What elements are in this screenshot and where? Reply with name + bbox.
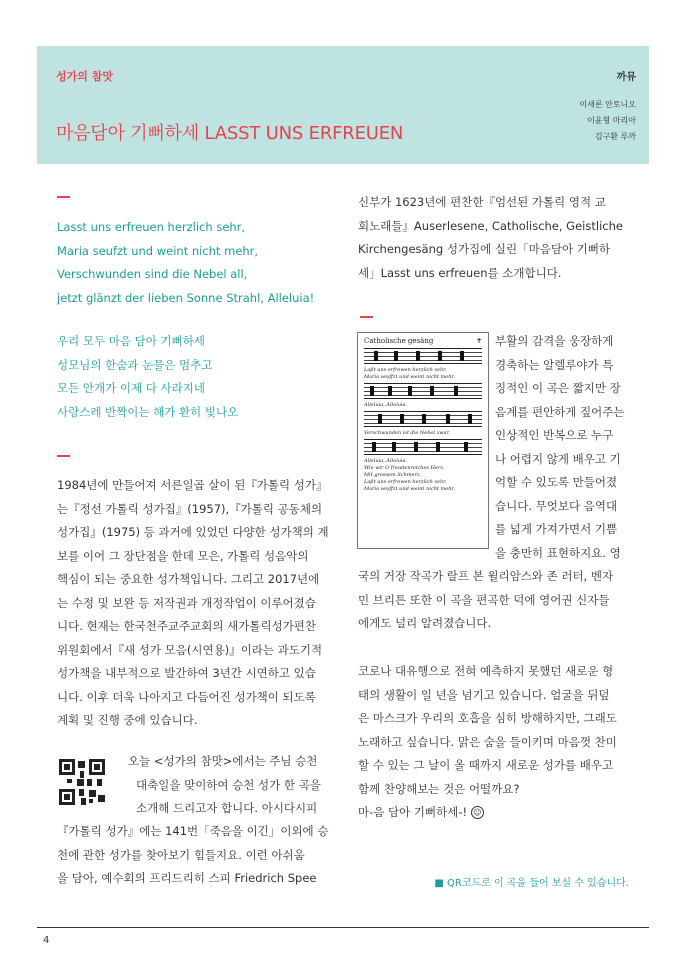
score-text: Verschwunden ist die Nebel zwar, — [364, 430, 450, 436]
lyric-line: Maria seufzt und weint nicht mehr, — [57, 243, 259, 258]
music-staff — [364, 348, 482, 364]
lyric-line: 모든 안개가 이제 다 사라지네 — [57, 381, 205, 395]
text-line: Kirchengesäng 성가집에 실린「마음담아 기뻐하 — [358, 242, 611, 256]
right-paragraph-1 — [358, 191, 630, 285]
left-paragraph-2-top — [128, 750, 328, 821]
text-line: 음계를 편안하게 짚어주는 — [495, 404, 625, 419]
lyric-line: Verschwunden sind die Nebel all, — [57, 267, 248, 281]
text-line: 부활의 감격을 웅장하게 — [495, 334, 614, 348]
text-line: 위원회에서『새 성가 모음(시연용)』이라는 과도기적 — [57, 642, 323, 657]
text-line: 보를 이어 그 장단점을 한데 모은, 가톨릭 성음악의 — [57, 548, 309, 563]
left-paragraph-1 — [57, 474, 329, 733]
credit-2: 이윤형 마리아 — [587, 116, 636, 125]
score-page-mark: ✝ — [476, 337, 482, 345]
qr-code[interactable] — [59, 759, 105, 805]
section-label: 성가의 참맛 — [56, 70, 113, 83]
text-line: 니다. 현재는 한국천주교주교회의 새가톨릭성가편찬 — [57, 619, 317, 633]
closing-line — [358, 801, 630, 825]
section-dash — [360, 316, 373, 318]
text-line: 억할 수 있도록 만들어졌 — [495, 475, 618, 489]
text-line: 할 수 있는 그 날이 올 때까지 새로운 성가를 배우고 — [358, 758, 614, 772]
text-line: 코로나 대유행으로 전혀 예측하지 못했던 새로운 형 — [358, 664, 614, 678]
text-line: 오늘 <성가의 참맛>에서는 주님 승천 — [128, 754, 318, 768]
text-line: 노래하고 싶습니다. 맑은 숨을 들이키며 마음껏 찬미 — [358, 734, 617, 749]
text-line: 대축일을 맞이하여 승천 성가 한 곡을 — [136, 777, 321, 792]
text-line: 니다. 이후 더욱 나아지고 다듬어진 성가책이 되도록 — [57, 689, 316, 704]
text-line: 에게도 널리 알려졌습니다. — [358, 616, 492, 630]
text-line: 소개해 드리고자 합니다. 아시다시피 — [136, 801, 318, 815]
lyric-line: Lasst uns erfreuen herzlich sehr, — [57, 220, 246, 234]
text-line: 세」Lasst uns erfreuen를 소개합니다. — [358, 265, 562, 280]
text-line: 성가집』(1975) 등 과거에 있었던 다양한 성가책의 계 — [57, 525, 329, 539]
score-text: Laßt uns erfrewen herzlich sehr, — [364, 479, 447, 485]
page-title: 마음담아 기뻐하세 LASST UNS ERFREUEN — [56, 123, 404, 144]
text-line: 함께 찬양해보는 것은 어떨까요? — [358, 781, 520, 796]
lyric-line: 성모님의 한숨과 눈물은 멈추고 — [57, 357, 213, 372]
right-paragraph-2-rest — [358, 565, 630, 636]
text-line: 『가톨릭 성가』에는 141번「죽음을 이긴」이외에 승 — [57, 824, 329, 838]
score-text: Laßt uns erfrewen herzlich sehr, — [364, 367, 447, 373]
text-line: 경축하는 알렐루야가 특 — [495, 357, 614, 372]
lyric-line: 사랑스레 반짝이는 해가 환히 빛나오 — [57, 404, 239, 419]
text-line: 는『정선 가톨릭 성가집』(1957),『가톨릭 공동체의 — [57, 501, 323, 516]
score-text: Mit grossem Schmerz, — [364, 472, 422, 478]
footer-divider — [37, 927, 649, 928]
music-staff — [364, 383, 482, 399]
music-staff — [364, 439, 482, 455]
lyric-line: 우리 모두 마음 담아 기뻐하세 — [57, 334, 205, 348]
text-line: 천에 관한 성가를 찾아보기 힘들지요. 이런 아쉬움 — [57, 847, 305, 862]
qr-note: ■ QR코드로 이 곡을 들어 보실 수 있습니다. — [434, 878, 629, 889]
text-line: 성가책을 내부적으로 발간하여 3년간 시연하고 있습 — [57, 666, 316, 680]
smiley-icon: ☺ — [471, 806, 484, 819]
text-line: 징적인 이 곡은 짧지만 장 — [495, 381, 621, 395]
header-banner — [37, 46, 649, 164]
text-line: 태의 생활이 일 년을 넘기고 있습니다. 얼굴을 뒤덮 — [358, 687, 610, 702]
text-line: 나 어렵지 않게 배우고 기 — [495, 451, 621, 466]
lyric-line: jetzt glänzt der lieben Sonne Strahl, Alleluia! — [57, 290, 315, 305]
closing-text: 마-음 담아 기뻐하세-! — [358, 805, 468, 819]
score-text: Maria seuffzt und weint nicht mehr, — [364, 374, 455, 380]
text-line: 은 마스크가 우리의 호흡을 심히 방해하지만, 그래도 — [358, 711, 617, 725]
korean-lyrics — [57, 330, 238, 424]
german-lyrics — [57, 216, 314, 310]
section-dash — [57, 455, 70, 457]
score-header: Catholische gesäng — [364, 337, 434, 345]
text-line: 회노래들』Auserlesene, Catholische, Geistliche — [358, 218, 623, 233]
text-line: 습니다. 무엇보다 음역대 — [495, 498, 618, 513]
score-text: Alleluia, Alleluia. — [364, 458, 408, 464]
text-line: 계획 및 진행 중에 있습니다. — [57, 713, 198, 727]
section-dash — [57, 196, 70, 198]
score-text: Maria seuffzt und weint nicht mehr, — [364, 486, 455, 492]
score-text: Alleluia, Alleluia. — [364, 402, 408, 408]
text-line: 1984년에 만들어져 서른일곱 살이 된『가톨릭 성가』 — [57, 478, 328, 492]
text-line: 핵심이 되는 중요한 성가책입니다. 그리고 2017년에 — [57, 572, 320, 586]
author-credits — [579, 97, 636, 145]
right-paragraph-3 — [358, 660, 630, 825]
text-line: 민 브리튼 또한 이 곡을 편곡한 덕에 영어권 신자들 — [358, 592, 610, 607]
text-line: 신부가 1623년에 편찬한『엄선된 가톨릭 영적 교 — [358, 195, 606, 209]
credit-1: 이새론 안토니오 — [579, 100, 636, 109]
text-line: 를 넓게 가져가면서 기쁨 — [495, 522, 618, 536]
text-line: 인상적인 반복으로 누구 — [495, 428, 614, 442]
page-number: 4 — [43, 935, 50, 946]
left-paragraph-2-rest — [57, 820, 329, 891]
series-label: 까뮤 — [616, 72, 636, 83]
right-paragraph-2-top — [495, 330, 631, 565]
text-line: 국의 거장 작곡가 랄프 본 윌리암스와 존 러터, 벤자 — [358, 569, 614, 583]
score-text: Wie wir O freudenreiches Herz, — [364, 465, 445, 471]
credit-3: 김구환 루까 — [594, 132, 636, 141]
text-line: 을 충만히 표현하지요. 영 — [495, 545, 621, 560]
text-line: 는 수정 및 보완 등 저작권과 개정작업이 이루어졌습 — [57, 595, 316, 610]
text-line: 을 담아, 예수회의 프리드리히 스피 Friedrich Spee — [57, 871, 317, 885]
music-staff — [364, 411, 482, 427]
sheet-music-image — [357, 332, 489, 549]
